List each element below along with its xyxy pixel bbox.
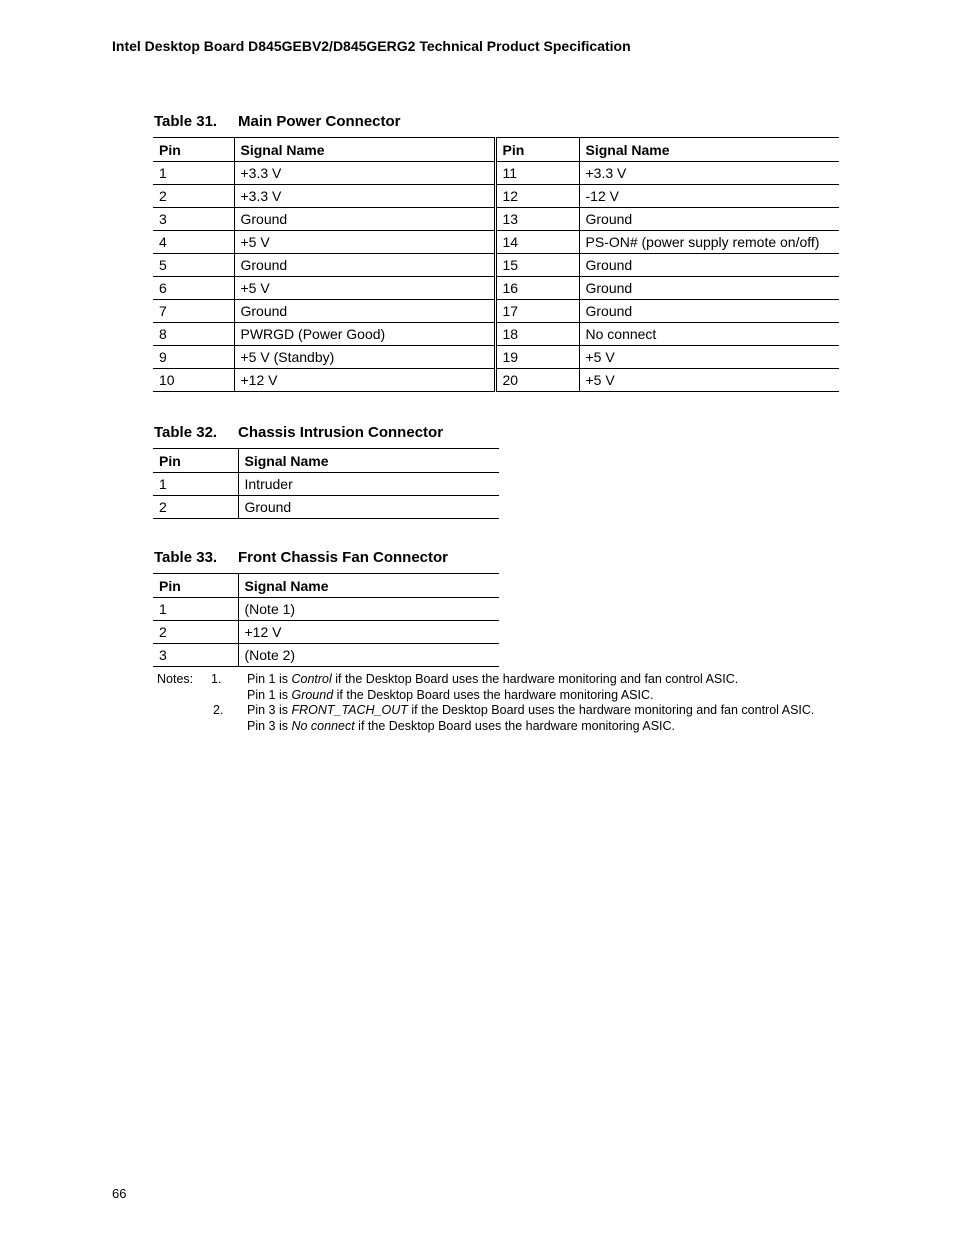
pin-cell: 7 bbox=[153, 300, 234, 323]
pin-cell: 10 bbox=[153, 369, 234, 392]
pin-cell: 1 bbox=[153, 162, 234, 185]
note-text: Pin 3 is No connect if the Desktop Board uses the hardware monitoring ASIC. bbox=[247, 718, 676, 733]
signal-name-cell: +12 V bbox=[234, 369, 495, 392]
table-32-number: Table 32. bbox=[154, 424, 218, 441]
table-row bbox=[153, 323, 839, 346]
signal-name-cell: Ground bbox=[579, 254, 839, 277]
signal-name-cell: No connect bbox=[579, 323, 839, 346]
table-31-caption bbox=[154, 113, 401, 130]
signal-name-cell: Ground bbox=[234, 208, 495, 231]
table-32-title: Chassis Intrusion Connector bbox=[238, 424, 444, 441]
pin-cell: 5 bbox=[153, 254, 234, 277]
signal-name-cell: Ground bbox=[579, 300, 839, 323]
signal-name-cell: Ground bbox=[579, 277, 839, 300]
table-row bbox=[153, 598, 499, 621]
pin-cell: 2 bbox=[153, 185, 234, 208]
signal-name-cell: +5 V bbox=[234, 277, 495, 300]
signal-name-cell: Ground bbox=[234, 300, 495, 323]
signal-name-cell: +12 V bbox=[238, 621, 499, 644]
table-33-number: Table 33. bbox=[154, 549, 218, 566]
table-row bbox=[153, 208, 839, 231]
pin-cell: 2 bbox=[153, 496, 238, 519]
table-row bbox=[153, 369, 839, 392]
signal-name-cell: +5 V bbox=[234, 231, 495, 254]
note-text: Pin 3 is FRONT_TACH_OUT if the Desktop Board uses the hardware monitoring and fan control ASIC. bbox=[247, 703, 815, 718]
signal-name-cell: PS-ON# (power supply remote on/off) bbox=[579, 231, 839, 254]
chassis-intrusion-connector-table bbox=[153, 448, 499, 519]
note-text: Pin 1 is Control if the Desktop Board uses the hardware monitoring and fan control ASIC. bbox=[247, 672, 739, 686]
table-row bbox=[153, 185, 839, 208]
column-header: Signal Name bbox=[238, 449, 499, 473]
table-33-caption bbox=[154, 549, 448, 566]
note-2-number: 2. bbox=[213, 703, 224, 718]
pin-cell: 18 bbox=[495, 323, 579, 346]
pin-cell: 12 bbox=[495, 185, 579, 208]
signal-name-cell: +5 V bbox=[579, 369, 839, 392]
pin-cell: 8 bbox=[153, 323, 234, 346]
table-row bbox=[153, 162, 839, 185]
pin-cell: 19 bbox=[495, 346, 579, 369]
page-header: Intel Desktop Board D845GEBV2/D845GERG2 Technical Product Specification bbox=[112, 38, 631, 54]
table-33-title: Front Chassis Fan Connector bbox=[238, 549, 449, 566]
signal-name-cell: Ground bbox=[238, 496, 499, 519]
table-31-number: Table 31. bbox=[154, 113, 218, 130]
signal-name-cell: +3.3 V bbox=[234, 185, 495, 208]
notes-label: Notes: bbox=[157, 672, 194, 686]
signal-name-cell: +5 V (Standby) bbox=[234, 346, 495, 369]
column-header: Signal Name bbox=[579, 138, 839, 162]
table-row bbox=[153, 644, 499, 667]
signal-name-cell: (Note 1) bbox=[238, 598, 499, 621]
signal-name-cell: +3.3 V bbox=[234, 162, 495, 185]
table-32-caption bbox=[154, 424, 443, 441]
pin-cell: 2 bbox=[153, 621, 238, 644]
pin-cell: 1 bbox=[153, 598, 238, 621]
note-text: Pin 1 is Ground if the Desktop Board uses the hardware monitoring ASIC. bbox=[247, 687, 654, 702]
pin-cell: 4 bbox=[153, 231, 234, 254]
table-row bbox=[153, 473, 499, 496]
pin-cell: 16 bbox=[495, 277, 579, 300]
column-header: Pin bbox=[153, 449, 238, 473]
column-header: Signal Name bbox=[238, 574, 499, 598]
signal-name-cell: -12 V bbox=[579, 185, 839, 208]
main-power-connector-table bbox=[153, 137, 839, 392]
pin-cell: 20 bbox=[495, 369, 579, 392]
table-row bbox=[153, 277, 839, 300]
front-chassis-fan-connector-table bbox=[153, 573, 499, 667]
pin-cell: 6 bbox=[153, 277, 234, 300]
column-header: Signal Name bbox=[234, 138, 495, 162]
page-number: 66 bbox=[112, 1186, 127, 1201]
column-header: Pin bbox=[153, 574, 238, 598]
note-1-number: 1. bbox=[211, 672, 222, 686]
pin-cell: 3 bbox=[153, 208, 234, 231]
pin-cell: 13 bbox=[495, 208, 579, 231]
signal-name-cell: PWRGD (Power Good) bbox=[234, 323, 495, 346]
pin-cell: 14 bbox=[495, 231, 579, 254]
table-row bbox=[153, 254, 839, 277]
signal-name-cell: (Note 2) bbox=[238, 644, 499, 667]
table-31-title: Main Power Connector bbox=[238, 113, 401, 130]
table-header-row bbox=[153, 138, 839, 162]
signal-name-cell: Ground bbox=[579, 208, 839, 231]
signal-name-cell: Ground bbox=[234, 254, 495, 277]
table-row bbox=[153, 496, 499, 519]
pin-cell: 3 bbox=[153, 644, 238, 667]
table-row bbox=[153, 300, 839, 323]
table-header-row bbox=[153, 449, 499, 473]
signal-name-cell: Intruder bbox=[238, 473, 499, 496]
pin-cell: 17 bbox=[495, 300, 579, 323]
pin-cell: 1 bbox=[153, 473, 238, 496]
table-row bbox=[153, 231, 839, 254]
pin-cell: 9 bbox=[153, 346, 234, 369]
column-header: Pin bbox=[495, 138, 579, 162]
pin-cell: 11 bbox=[495, 162, 579, 185]
table-row bbox=[153, 621, 499, 644]
signal-name-cell: +5 V bbox=[579, 346, 839, 369]
pin-cell: 15 bbox=[495, 254, 579, 277]
column-header: Pin bbox=[153, 138, 234, 162]
table-header-row bbox=[153, 574, 499, 598]
table-row bbox=[153, 346, 839, 369]
signal-name-cell: +3.3 V bbox=[579, 162, 839, 185]
